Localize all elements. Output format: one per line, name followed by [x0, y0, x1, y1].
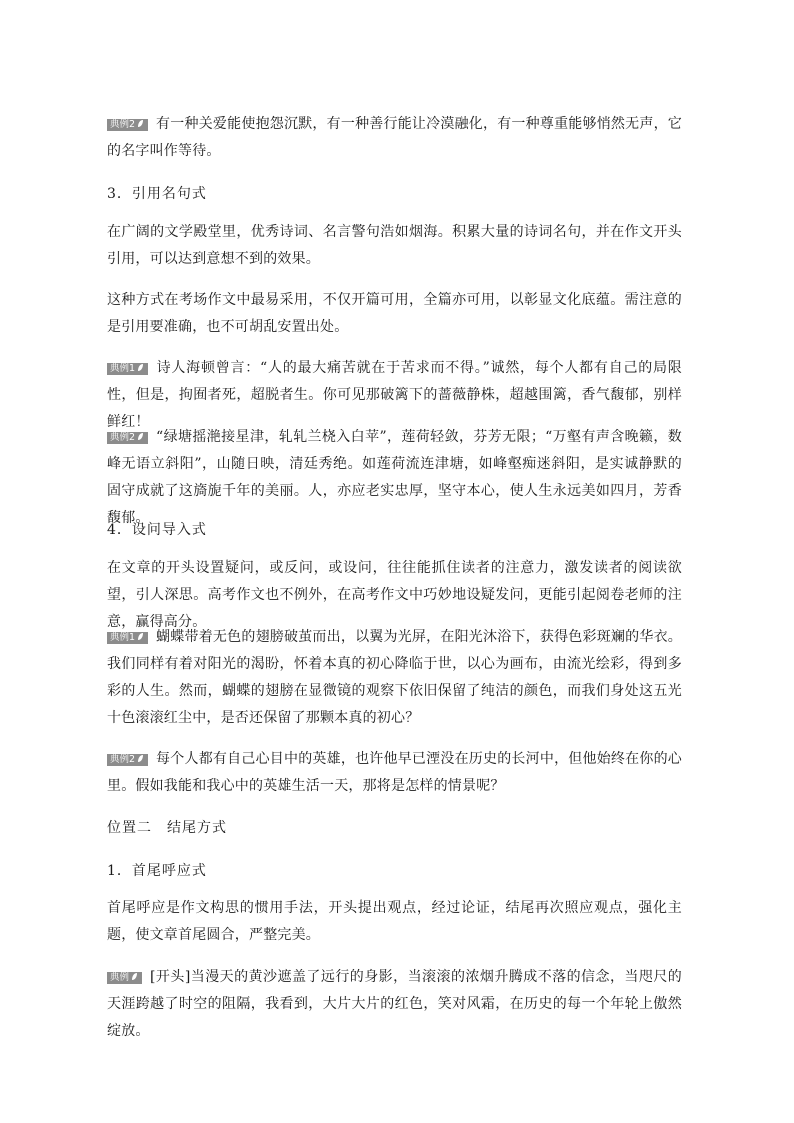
example-badge: 典例	[107, 972, 142, 984]
section-heading: 位置二 结尾方式	[107, 820, 227, 836]
body-paragraph: 首尾呼应是作文构思的惯用手法，开头提出观点，经过论证，结尾再次照应观点，强化主题，使文章首尾圆合，严整完美。	[107, 900, 682, 943]
section-heading: 3．引用名句式	[107, 186, 207, 202]
example-badge: 典例2	[107, 432, 148, 444]
body-paragraph: 这种方式在考场作文中最易采用，不仅开篇可用，全篇亦可用，以彰显文化底蕴。需注意的是引用要准确，也不可胡乱安置出处。	[107, 292, 682, 335]
example-paragraph: 典例1 诗人海顿曾言：“人的最大痛苦就在于苦求而不得。”诚然，每个人都有自己的局限性，但是，拘囿者死，超脱者生。你可见那破篱下的蔷薇静株，超越围篱，香气馥郁，别样鲜红！	[107, 360, 682, 430]
leaf-icon	[137, 432, 144, 441]
example-badge: 典例2	[107, 754, 148, 766]
section-heading: 4．设问导入式	[107, 522, 207, 538]
example-badge: 典例1	[107, 363, 148, 375]
leaf-icon	[137, 632, 144, 641]
example-badge: 典例1	[107, 632, 148, 644]
example-paragraph: 典例2 有一种关爱能使抱怨沉默，有一种善行能让冷漠融化，有一种尊重能够悄然无声，它的名字叫作等待。	[107, 116, 682, 159]
leaf-icon	[137, 754, 144, 763]
body-paragraph: 在广阔的文学殿堂里，优秀诗词、名言警句浩如烟海。积累大量的诗词名句，并在作文开头引用，可以达到意想不到的效果。	[107, 224, 682, 267]
body-paragraph: 在文章的开头设置疑问，或反问，或设问，往往能抓住读者的注意力，激发读者的阅读欲望，引人深思。高考作文也不例外，在高考作文中巧妙地设疑发问，更能引起阅卷老师的注意，赢得高分。	[107, 560, 682, 630]
section-heading: 1．首尾呼应式	[107, 863, 207, 879]
example-paragraph: 典例2 “绿塘摇滟接星津，轧轧兰桡入白苹”，莲荷轻敛，芬芳无限；“万壑有声含晚籁，数峰无语立斜阳”，山随日映，清廷秀绝。如莲荷流连津塘，如峰壑痴迷斜阳，是实诚静默的固守成就了这旖旎千年的美丽。人，亦应老实忠厚，坚守本心，使人生永远美如四月，芳香馥郁。	[107, 429, 682, 526]
leaf-icon	[131, 972, 138, 981]
example-paragraph: 典例 [开头]当漫天的黄沙遮盖了远行的身影，当滚滚的浓烟升腾成不落的信念，当咫尺的天涯跨越了时空的阻隔，我看到，大片大片的红色，笑对风霜，在历史的每一个年轮上傲然绽放。	[107, 969, 682, 1039]
leaf-icon	[137, 119, 144, 128]
example-paragraph: 典例1 蝴蝶带着无色的翅膀破茧而出，以翼为光屏，在阳光沐浴下，获得色彩斑斓的华衣。我们同样有着对阳光的渴盼，怀着本真的初心降临于世，以心为画布，由流光绘彩，得到多彩的人生。然而，蝴蝶的翅膀在显微镜的观察下依旧保留了纯洁的颜色，而我们身处这五光十色滚滚红尘中，是否还保留了那颗本真的初心？	[107, 629, 682, 726]
leaf-icon	[137, 363, 144, 372]
example-paragraph: 典例2 每个人都有自己心目中的英雄，也许他早已湮没在历史的长河中，但他始终在你的心里。假如我能和我心中的英雄生活一天，那将是怎样的情景呢？	[107, 751, 682, 794]
example-badge: 典例2	[107, 119, 148, 131]
